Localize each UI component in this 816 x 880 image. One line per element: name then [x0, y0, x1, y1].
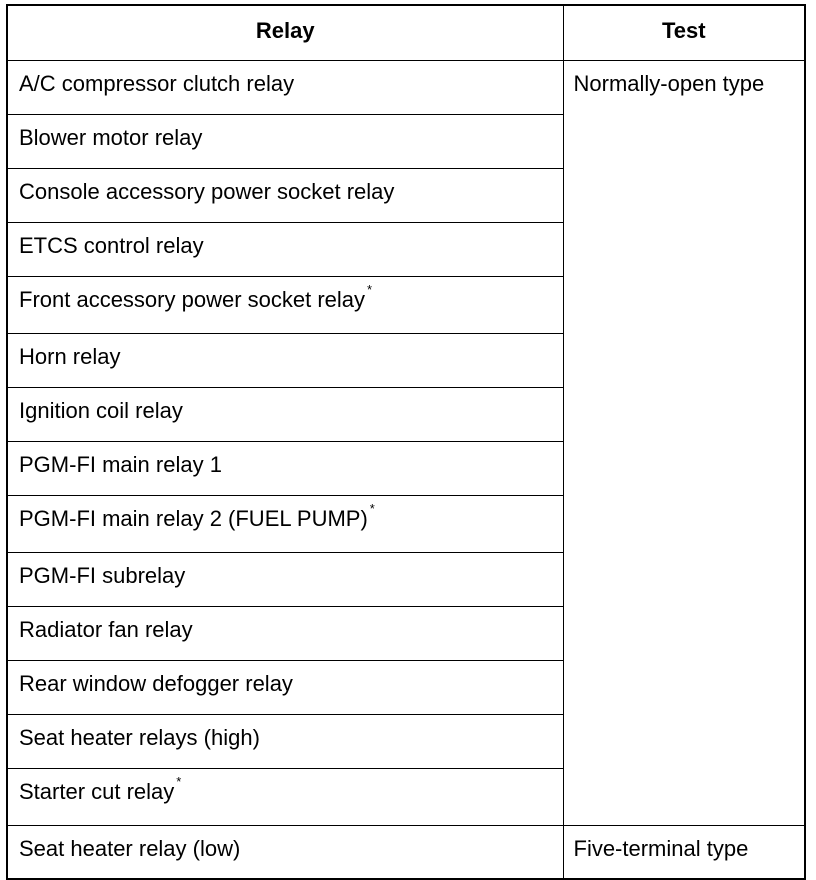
relay-name: Front accessory power socket relay	[19, 286, 366, 312]
relay-cell	[7, 495, 563, 552]
footnote-marker: *	[176, 774, 182, 790]
relay-name: Ignition coil relay	[19, 397, 183, 423]
test-type-cell: Normally-open type	[563, 60, 805, 825]
footnote-marker: *	[369, 501, 375, 517]
relay-cell	[7, 168, 563, 222]
relay-cell	[7, 222, 563, 276]
relay-name: Radiator fan relay	[19, 616, 193, 642]
relay-cell	[7, 606, 563, 660]
relay-cell	[7, 114, 563, 168]
relay-name: PGM-FI main relay 1	[19, 451, 222, 477]
relay-name: Starter cut relay	[19, 778, 175, 804]
relay-name: Seat heater relay (low)	[19, 835, 241, 861]
relay-cell	[7, 387, 563, 441]
footnote-marker: *	[367, 282, 373, 298]
relay-cell	[7, 825, 563, 879]
test-type-cell: Five-terminal type	[563, 825, 805, 879]
table-row	[7, 825, 805, 879]
relay-cell	[7, 441, 563, 495]
relay-cell	[7, 333, 563, 387]
relay-cell	[7, 60, 563, 114]
relay-name: A/C compressor clutch relay	[19, 70, 295, 96]
table-header-row	[7, 5, 805, 60]
relay-name: PGM-FI subrelay	[19, 562, 186, 588]
relay-name: Seat heater relays (high)	[19, 724, 260, 750]
relay-name: PGM-FI main relay 2 (FUEL PUMP)	[19, 505, 368, 531]
relay-name: Console accessory power socket relay	[19, 178, 395, 204]
relay-name: ETCS control relay	[19, 232, 204, 258]
relay-name: Blower motor relay	[19, 124, 203, 150]
relay-column-header: Relay	[7, 5, 563, 60]
relay-name: Horn relay	[19, 343, 121, 369]
relay-cell	[7, 768, 563, 825]
test-column-header: Test	[563, 5, 805, 60]
relay-cell	[7, 552, 563, 606]
relay-name: Rear window defogger relay	[19, 670, 293, 696]
relay-test-table	[6, 4, 806, 880]
relay-cell	[7, 714, 563, 768]
relay-cell	[7, 276, 563, 333]
relay-cell	[7, 660, 563, 714]
table-row	[7, 60, 805, 114]
